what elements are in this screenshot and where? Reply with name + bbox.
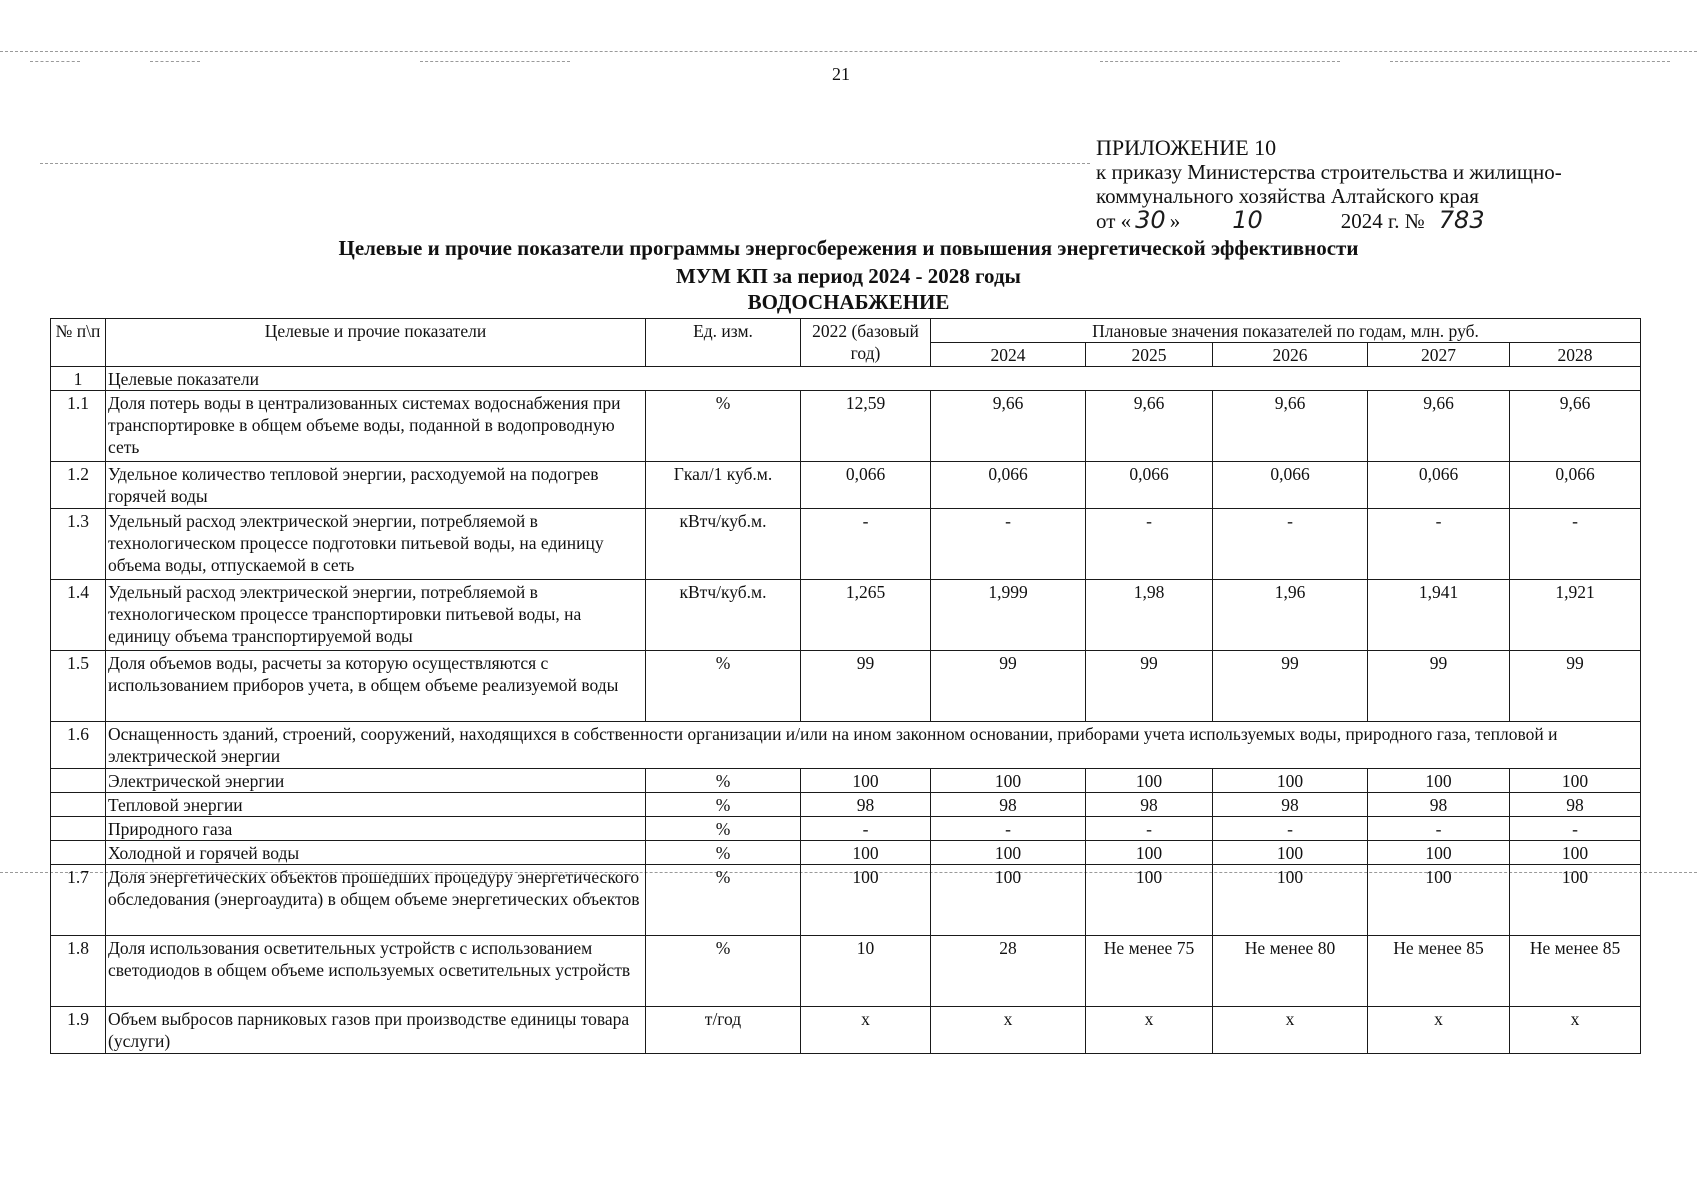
row-value-2024: х — [931, 1007, 1086, 1054]
row-base-value: 100 — [801, 865, 931, 936]
row-value-2025: Не менее 75 — [1086, 936, 1213, 1007]
handwritten-order-number: 783 — [1438, 206, 1485, 234]
table-row — [51, 580, 1641, 651]
sub-row — [51, 817, 1641, 841]
row-num: 1.8 — [51, 936, 106, 1007]
row-unit: т/год — [646, 1007, 801, 1054]
row-base-value: 98 — [801, 793, 931, 817]
sub-row-label: Электрической энергии — [106, 769, 646, 793]
row-unit: % — [646, 841, 801, 865]
row-label: Удельное количество тепловой энергии, расходуемой на подогрев горячей воды — [106, 462, 646, 509]
row-label: Доля объемов воды, расчеты за которую осуществляются с использованием приборов учета, в общем объеме реализуемой воды — [106, 651, 646, 722]
handwritten-month: 10 — [1232, 206, 1263, 234]
row-value-2024: 100 — [931, 769, 1086, 793]
row-value-2026: 100 — [1213, 769, 1368, 793]
row-base-value: - — [801, 817, 931, 841]
table-row — [51, 509, 1641, 580]
header-year: 2024 — [931, 343, 1086, 367]
row-value-2026: 98 — [1213, 793, 1368, 817]
sub-row — [51, 769, 1641, 793]
doc-title-line-1: Целевые и прочие показатели программы энергосбережения и повышения энергетической эффективности — [338, 236, 1359, 260]
row-value-2026: - — [1213, 509, 1368, 580]
row-label: Объем выбросов парниковых газов при производстве единицы товара (услуги) — [106, 1007, 646, 1054]
row-value-2028: - — [1510, 817, 1641, 841]
row-unit: Гкал/1 куб.м. — [646, 462, 801, 509]
date-prefix: от « — [1096, 209, 1132, 233]
row-unit: % — [646, 793, 801, 817]
row-value-2024: - — [931, 817, 1086, 841]
header-base-year: 2022 (базовый год) — [801, 319, 931, 367]
year-and-number-label: 2024 г. № — [1340, 209, 1425, 233]
row-value-2026: 99 — [1213, 651, 1368, 722]
header-num: № п\п — [51, 319, 106, 367]
row-unit: % — [646, 865, 801, 936]
row-unit: % — [646, 936, 801, 1007]
row-base-value: 12,59 — [801, 391, 931, 462]
scan-artifact-line — [40, 163, 1090, 164]
row-value-2027: 1,941 — [1368, 580, 1510, 651]
table-row — [51, 391, 1641, 462]
doc-title-line-2: МУМ КП за период 2024 - 2028 годы — [676, 264, 1021, 288]
row-unit: % — [646, 769, 801, 793]
scan-artifact-line — [420, 61, 570, 62]
scan-artifact-line — [30, 61, 80, 62]
row-value-2025: 100 — [1086, 769, 1213, 793]
table-row — [51, 1007, 1641, 1054]
row-value-2026: 100 — [1213, 865, 1368, 936]
row-unit: кВтч/куб.м. — [646, 509, 801, 580]
row-value-2024: 9,66 — [931, 391, 1086, 462]
row-value-2024: 0,066 — [931, 462, 1086, 509]
row-value-2028: 100 — [1510, 841, 1641, 865]
row-num-empty — [51, 793, 106, 817]
appendix-order-line-2: коммунального хозяйства Алтайского края — [1096, 184, 1479, 208]
row-num-empty — [51, 841, 106, 865]
row-value-2027: Не менее 85 — [1368, 936, 1510, 1007]
row-num-empty — [51, 769, 106, 793]
row-value-2025: 99 — [1086, 651, 1213, 722]
header-unit: Ед. изм. — [646, 319, 801, 367]
header-planned-values: Плановые значения показателей по годам, млн. руб. — [931, 319, 1641, 343]
row-value-2025: 98 — [1086, 793, 1213, 817]
row-value-2025: 0,066 — [1086, 462, 1213, 509]
row-unit: % — [646, 817, 801, 841]
header-indicator: Целевые и прочие показатели — [106, 319, 646, 367]
row-base-value: 100 — [801, 769, 931, 793]
header-year: 2027 — [1368, 343, 1510, 367]
row-value-2026: 1,96 — [1213, 580, 1368, 651]
row-value-2027: 100 — [1368, 769, 1510, 793]
row-value-2028: 99 — [1510, 651, 1641, 722]
row-base-value: 1,265 — [801, 580, 931, 651]
section-row — [51, 367, 1641, 391]
row-num-empty — [51, 817, 106, 841]
row-base-value: 0,066 — [801, 462, 931, 509]
table-row — [51, 865, 1641, 936]
sub-row — [51, 793, 1641, 817]
row-value-2027: 100 — [1368, 865, 1510, 936]
row-value-2025: 100 — [1086, 841, 1213, 865]
appendix-date-line — [1096, 208, 1562, 233]
row-value-2027: х — [1368, 1007, 1510, 1054]
row-num: 1.5 — [51, 651, 106, 722]
row-value-2026: 9,66 — [1213, 391, 1368, 462]
row-label: Оснащенность зданий, строений, сооружений, находящихся в собственности организации и/или на ином законном основании, приборами учета используемых воды, природного газа, тепловой и электрической энергии — [106, 722, 1641, 769]
row-value-2027: 0,066 — [1368, 462, 1510, 509]
row-value-2024: 100 — [931, 865, 1086, 936]
row-label: Удельный расход электрической энергии, потребляемой в технологическом процессе транспортировки питьевой воды, на единицу объема транспортируемой воды — [106, 580, 646, 651]
appendix-order-line-1: к приказу Министерства строительства и жилищно- — [1096, 160, 1562, 184]
row-num: 1.3 — [51, 509, 106, 580]
row-label: Удельный расход электрической энергии, потребляемой в технологическом процессе подготовки питьевой воды, на единицу объема воды, отпускаемой в сеть — [106, 509, 646, 580]
row-value-2024: - — [931, 509, 1086, 580]
date-mid: » — [1169, 209, 1181, 233]
row-value-2024: 28 — [931, 936, 1086, 1007]
scan-artifact-line — [150, 61, 200, 62]
scan-artifact-line — [1390, 61, 1670, 62]
row-value-2025: 9,66 — [1086, 391, 1213, 462]
scan-artifact-line — [1100, 61, 1340, 62]
row-value-2026: - — [1213, 817, 1368, 841]
row-label: Доля использования осветительных устройств с использованием светодиодов в общем объеме используемых осветительных устройств — [106, 936, 646, 1007]
row-num: 1.6 — [51, 722, 106, 769]
row-label: Доля энергетических объектов прошедших процедуру энергетического обследования (энергоаудита) в общем объеме энергетических объектов — [106, 865, 646, 936]
row-value-2027: 98 — [1368, 793, 1510, 817]
header-year: 2025 — [1086, 343, 1213, 367]
row-base-value: 99 — [801, 651, 931, 722]
table-row — [51, 462, 1641, 509]
row-num: 1.4 — [51, 580, 106, 651]
row-num: 1.9 — [51, 1007, 106, 1054]
sub-row-label: Тепловой энергии — [106, 793, 646, 817]
row-unit: кВтч/куб.м. — [646, 580, 801, 651]
appendix-title: ПРИЛОЖЕНИЕ 10 — [1096, 135, 1277, 160]
row-base-value: х — [801, 1007, 931, 1054]
page-number: 21 — [832, 64, 850, 84]
row-value-2024: 100 — [931, 841, 1086, 865]
sub-row-label: Природного газа — [106, 817, 646, 841]
sub-row-label: Холодной и горячей воды — [106, 841, 646, 865]
row-value-2028: 9,66 — [1510, 391, 1641, 462]
row-value-2026: 100 — [1213, 841, 1368, 865]
row-value-2027: 100 — [1368, 841, 1510, 865]
row-value-2025: х — [1086, 1007, 1213, 1054]
row-value-2024: 99 — [931, 651, 1086, 722]
row-num: 1.2 — [51, 462, 106, 509]
row-num: 1.7 — [51, 865, 106, 936]
table-row — [51, 722, 1641, 769]
header-row-1 — [51, 319, 1641, 343]
header-year: 2028 — [1510, 343, 1641, 367]
row-value-2024: 1,999 — [931, 580, 1086, 651]
row-value-2025: 1,98 — [1086, 580, 1213, 651]
row-value-2026: Не менее 80 — [1213, 936, 1368, 1007]
doc-title-line-3: ВОДОСНАБЖЕНИЕ — [747, 290, 950, 314]
row-value-2028: х — [1510, 1007, 1641, 1054]
row-value-2027: - — [1368, 817, 1510, 841]
row-value-2027: - — [1368, 509, 1510, 580]
row-value-2028: 98 — [1510, 793, 1641, 817]
sub-row — [51, 841, 1641, 865]
header-year: 2026 — [1213, 343, 1368, 367]
row-unit: % — [646, 651, 801, 722]
table-row — [51, 651, 1641, 722]
row-value-2026: 0,066 — [1213, 462, 1368, 509]
section-num: 1 — [51, 367, 106, 391]
row-value-2025: - — [1086, 817, 1213, 841]
handwritten-day: 30 — [1135, 206, 1166, 234]
row-value-2028: 100 — [1510, 865, 1641, 936]
row-base-value: - — [801, 509, 931, 580]
row-value-2028: 100 — [1510, 769, 1641, 793]
table-row — [51, 936, 1641, 1007]
row-base-value: 100 — [801, 841, 931, 865]
row-value-2028: - — [1510, 509, 1641, 580]
appendix-block — [1096, 136, 1562, 233]
row-value-2027: 99 — [1368, 651, 1510, 722]
row-value-2024: 98 — [931, 793, 1086, 817]
row-label: Доля потерь воды в централизованных системах водоснабжения при транспортировке в общем объеме воды, поданной в водопроводную сеть — [106, 391, 646, 462]
indicators-table — [50, 318, 1641, 1054]
row-value-2028: 1,921 — [1510, 580, 1641, 651]
row-num: 1.1 — [51, 391, 106, 462]
row-value-2025: - — [1086, 509, 1213, 580]
row-value-2027: 9,66 — [1368, 391, 1510, 462]
row-value-2025: 100 — [1086, 865, 1213, 936]
row-base-value: 10 — [801, 936, 931, 1007]
row-value-2028: Не менее 85 — [1510, 936, 1641, 1007]
row-value-2026: х — [1213, 1007, 1368, 1054]
scan-artifact-line — [0, 51, 1697, 52]
row-value-2028: 0,066 — [1510, 462, 1641, 509]
row-unit: % — [646, 391, 801, 462]
section-label: Целевые показатели — [106, 367, 1641, 391]
